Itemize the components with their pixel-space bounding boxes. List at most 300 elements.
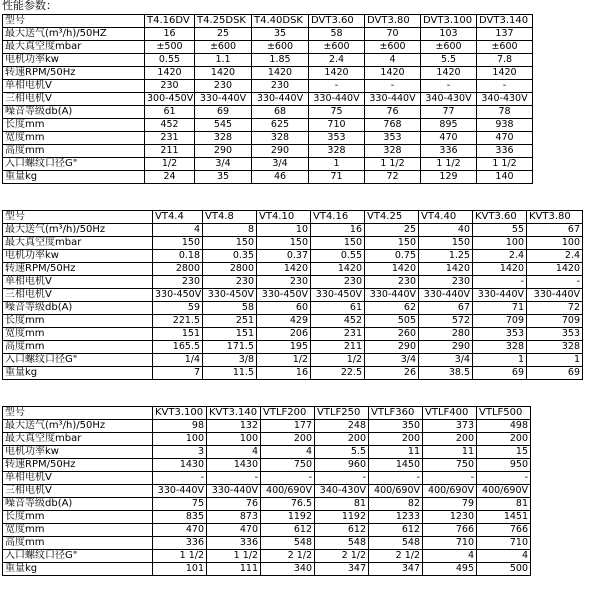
model-name-cell: T4.16DV xyxy=(145,15,195,28)
value-cell: 67 xyxy=(419,302,473,315)
row-label: 长度mm xyxy=(3,119,145,132)
value-cell: 103 xyxy=(421,28,477,41)
value-cell: 3/4 xyxy=(365,354,419,367)
value-cell: 200 xyxy=(369,433,423,446)
value-cell: 72 xyxy=(527,302,583,315)
value-cell: 1420 xyxy=(365,263,419,276)
table-row xyxy=(3,367,583,380)
row-label: 最大真空度mbar xyxy=(3,433,153,446)
value-cell: 340-430V xyxy=(315,485,369,498)
table-row xyxy=(3,341,583,354)
table-row xyxy=(3,132,533,145)
value-cell: 5.5 xyxy=(421,54,477,67)
value-cell: 211 xyxy=(145,145,195,158)
row-label: 入口螺纹口径G" xyxy=(3,158,145,171)
value-cell: 895 xyxy=(421,119,477,132)
value-cell: 340 xyxy=(261,563,315,576)
row-label: 宽度mm xyxy=(3,328,153,341)
value-cell: 3/4 xyxy=(195,158,252,171)
value-cell: 336 xyxy=(207,537,261,550)
value-cell: 11.5 xyxy=(203,367,257,380)
value-cell: 8 xyxy=(203,224,257,237)
model-name-cell: VTLF250 xyxy=(315,407,369,420)
value-cell: 200 xyxy=(423,433,477,446)
value-cell: 0.55 xyxy=(311,250,365,263)
value-cell: 470 xyxy=(207,524,261,537)
value-cell: 1420 xyxy=(252,67,309,80)
value-cell: 548 xyxy=(369,537,423,550)
value-cell: 25 xyxy=(365,224,419,237)
value-cell: 330-450V xyxy=(311,289,365,302)
value-cell: - xyxy=(153,472,207,485)
value-cell: 612 xyxy=(261,524,315,537)
value-cell: 7.8 xyxy=(477,54,533,67)
value-cell: 1420 xyxy=(527,263,583,276)
value-cell: 22.5 xyxy=(311,367,365,380)
value-cell: 100 xyxy=(473,237,527,250)
value-cell: 72 xyxy=(365,171,421,184)
value-cell: 200 xyxy=(315,433,369,446)
row-label: 转速RPM/50Hz xyxy=(3,67,145,80)
value-cell: 3/4 xyxy=(419,354,473,367)
value-cell: 5.5 xyxy=(315,446,369,459)
value-cell: 1420 xyxy=(309,67,365,80)
value-cell: 221.5 xyxy=(153,315,203,328)
value-cell: 340-430V xyxy=(477,93,533,106)
value-cell: 330-440V xyxy=(473,289,527,302)
value-cell: 290 xyxy=(195,145,252,158)
row-label: 长度mm xyxy=(3,315,153,328)
row-label: 高度mm xyxy=(3,341,153,354)
value-cell: 231 xyxy=(145,132,195,145)
value-cell: 101 xyxy=(153,563,207,576)
table-row xyxy=(3,354,583,367)
model-name-cell: KVT3.80 xyxy=(527,211,583,224)
value-cell: 330-440V xyxy=(527,289,583,302)
value-cell: 545 xyxy=(195,119,252,132)
model-name-cell: DVT3.80 xyxy=(365,15,421,28)
model-name-cell: VT4.10 xyxy=(257,211,311,224)
model-name-cell: VT4.40 xyxy=(419,211,473,224)
value-cell: 612 xyxy=(315,524,369,537)
value-cell: 132 xyxy=(207,420,261,433)
value-cell: 75 xyxy=(153,498,207,511)
row-label: 最大真空度mbar xyxy=(3,41,145,54)
value-cell: 347 xyxy=(369,563,423,576)
value-cell: 67 xyxy=(527,224,583,237)
value-cell: 1/2 xyxy=(145,158,195,171)
value-cell: 330-450V xyxy=(257,289,311,302)
value-cell: 290 xyxy=(419,341,473,354)
value-cell: 150 xyxy=(153,237,203,250)
value-cell: 1420 xyxy=(311,263,365,276)
value-cell: 328 xyxy=(527,341,583,354)
value-cell: 328 xyxy=(252,132,309,145)
value-cell: 1420 xyxy=(365,67,421,80)
value-cell: 7 xyxy=(153,367,203,380)
value-cell: 1420 xyxy=(419,263,473,276)
value-cell: 15 xyxy=(477,446,531,459)
table-row xyxy=(3,524,531,537)
row-label: 宽度mm xyxy=(3,524,153,537)
value-cell: ±600 xyxy=(195,41,252,54)
value-cell: 452 xyxy=(311,315,365,328)
value-cell: 16 xyxy=(145,28,195,41)
model-name-cell: DVT3.100 xyxy=(421,15,477,28)
value-cell: 0.75 xyxy=(365,250,419,263)
value-cell: 373 xyxy=(423,420,477,433)
value-cell: - xyxy=(527,276,583,289)
value-cell: 2800 xyxy=(203,263,257,276)
spec-table-3 xyxy=(2,406,531,576)
value-cell: 280 xyxy=(419,328,473,341)
value-cell: 709 xyxy=(527,315,583,328)
model-name-cell: VTLF400 xyxy=(423,407,477,420)
value-cell: 70 xyxy=(365,28,421,41)
value-cell: 71 xyxy=(309,171,365,184)
value-cell: 330-440V xyxy=(207,485,261,498)
value-cell: 750 xyxy=(261,459,315,472)
row-label: 电机功率kw xyxy=(3,446,153,459)
value-cell: 2 1/2 xyxy=(261,550,315,563)
value-cell: ±500 xyxy=(145,41,195,54)
value-cell: 230 xyxy=(153,276,203,289)
row-label: 型号 xyxy=(3,15,145,28)
row-label: 电机功率kw xyxy=(3,54,145,67)
value-cell: 400/690V xyxy=(423,485,477,498)
table-row xyxy=(3,171,533,184)
value-cell: 340-430V xyxy=(421,93,477,106)
value-cell: 100 xyxy=(207,433,261,446)
value-cell: 328 xyxy=(365,145,421,158)
row-label: 型号 xyxy=(3,211,153,224)
table-row xyxy=(3,563,531,576)
model-name-cell: KVT3.100 xyxy=(153,407,207,420)
value-cell: 330-440V xyxy=(252,93,309,106)
value-cell: 1 1/2 xyxy=(153,550,207,563)
value-cell: 1420 xyxy=(473,263,527,276)
value-cell: 1420 xyxy=(257,263,311,276)
table-row xyxy=(3,550,531,563)
value-cell: 2800 xyxy=(153,263,203,276)
value-cell: 55 xyxy=(473,224,527,237)
value-cell: - xyxy=(421,80,477,93)
value-cell: 79 xyxy=(423,498,477,511)
model-name-cell: T4.25DSK xyxy=(195,15,252,28)
value-cell: 330-440V xyxy=(365,289,419,302)
table-row xyxy=(3,472,531,485)
model-name-cell: VTLF200 xyxy=(261,407,315,420)
value-cell: 1 1/2 xyxy=(365,158,421,171)
value-cell: 76.5 xyxy=(261,498,315,511)
value-cell: 353 xyxy=(365,132,421,145)
value-cell: 1.85 xyxy=(252,54,309,67)
value-cell: - xyxy=(309,80,365,93)
row-label: 重量kg xyxy=(3,367,153,380)
row-label: 噪音等级db(A) xyxy=(3,498,153,511)
table-row xyxy=(3,459,531,472)
value-cell: 4 xyxy=(261,446,315,459)
value-cell: 347 xyxy=(315,563,369,576)
value-cell: 1430 xyxy=(207,459,261,472)
value-cell: 0.37 xyxy=(257,250,311,263)
model-name-cell: DVT3.140 xyxy=(477,15,533,28)
value-cell: 177 xyxy=(261,420,315,433)
row-label: 电机功率kw xyxy=(3,250,153,263)
value-cell: 68 xyxy=(252,106,309,119)
value-cell: - xyxy=(477,472,531,485)
value-cell: 230 xyxy=(145,80,195,93)
value-cell: - xyxy=(477,80,533,93)
table-row xyxy=(3,315,583,328)
value-cell: 61 xyxy=(145,106,195,119)
value-cell: 1430 xyxy=(153,459,207,472)
value-cell: 171.5 xyxy=(203,341,257,354)
value-cell: 81 xyxy=(315,498,369,511)
value-cell: 353 xyxy=(309,132,365,145)
table-row xyxy=(3,106,533,119)
value-cell: 470 xyxy=(153,524,207,537)
value-cell: 0.35 xyxy=(203,250,257,263)
value-cell: 111 xyxy=(207,563,261,576)
row-label: 噪音等级db(A) xyxy=(3,302,153,315)
value-cell: 100 xyxy=(527,237,583,250)
value-cell: 150 xyxy=(365,237,419,250)
value-cell: 873 xyxy=(207,511,261,524)
value-cell: 16 xyxy=(311,224,365,237)
value-cell: 950 xyxy=(477,459,531,472)
row-label: 三相电机V xyxy=(3,485,153,498)
value-cell: 1451 xyxy=(477,511,531,524)
value-cell: 1 xyxy=(527,354,583,367)
value-cell: 35 xyxy=(252,28,309,41)
value-cell: 10 xyxy=(257,224,311,237)
row-label: 噪音等级db(A) xyxy=(3,106,145,119)
value-cell: 38.5 xyxy=(419,367,473,380)
value-cell: 400/690V xyxy=(477,485,531,498)
value-cell: 328 xyxy=(195,132,252,145)
value-cell: 960 xyxy=(315,459,369,472)
value-cell: 4 xyxy=(423,550,477,563)
value-cell: 129 xyxy=(421,171,477,184)
row-label: 宽度mm xyxy=(3,132,145,145)
value-cell: 766 xyxy=(423,524,477,537)
value-cell: 165.5 xyxy=(153,341,203,354)
table-row xyxy=(3,302,583,315)
value-cell: 40 xyxy=(419,224,473,237)
value-cell: 400/690V xyxy=(369,485,423,498)
value-cell: 505 xyxy=(365,315,419,328)
value-cell: 69 xyxy=(473,367,527,380)
value-cell: 140 xyxy=(477,171,533,184)
table-row xyxy=(3,263,583,276)
table-row xyxy=(3,93,533,106)
section-heading: 性能参数： xyxy=(2,0,57,12)
value-cell: 710 xyxy=(423,537,477,550)
value-cell: 230 xyxy=(203,276,257,289)
value-cell: 470 xyxy=(477,132,533,145)
row-label: 转速RPM/50Hz xyxy=(3,459,153,472)
value-cell: 150 xyxy=(419,237,473,250)
value-cell: 4 xyxy=(207,446,261,459)
table-row xyxy=(3,224,583,237)
model-name-cell: VT4.4 xyxy=(153,211,203,224)
value-cell: 77 xyxy=(421,106,477,119)
value-cell: 69 xyxy=(527,367,583,380)
value-cell: 1.1 xyxy=(195,54,252,67)
value-cell: 1/4 xyxy=(153,354,203,367)
row-label: 重量kg xyxy=(3,563,153,576)
value-cell: 500 xyxy=(477,563,531,576)
table-row xyxy=(3,28,533,41)
table-row xyxy=(3,41,533,54)
value-cell: 76 xyxy=(207,498,261,511)
value-cell: 710 xyxy=(309,119,365,132)
value-cell: 330-440V xyxy=(309,93,365,106)
value-cell: 200 xyxy=(261,433,315,446)
value-cell: 137 xyxy=(477,28,533,41)
value-cell: 58 xyxy=(309,28,365,41)
value-cell: 78 xyxy=(477,106,533,119)
table-row xyxy=(3,446,531,459)
value-cell: 211 xyxy=(311,341,365,354)
value-cell: 330-450V xyxy=(203,289,257,302)
value-cell: 4 xyxy=(365,54,421,67)
header-row xyxy=(3,15,533,28)
value-cell: 150 xyxy=(203,237,257,250)
table-row xyxy=(3,119,533,132)
model-name-cell: DVT3.60 xyxy=(309,15,365,28)
table-row xyxy=(3,237,583,250)
model-name-cell: KVT3.140 xyxy=(207,407,261,420)
table-row xyxy=(3,328,583,341)
header-row xyxy=(3,407,531,420)
spec-table-2 xyxy=(2,210,583,380)
row-label: 高度mm xyxy=(3,145,145,158)
value-cell: 1 1/2 xyxy=(477,158,533,171)
value-cell: 46 xyxy=(252,171,309,184)
value-cell: 835 xyxy=(153,511,207,524)
value-cell: 3/4 xyxy=(252,158,309,171)
model-name-cell: VTLF500 xyxy=(477,407,531,420)
value-cell: 151 xyxy=(203,328,257,341)
value-cell: 61 xyxy=(311,302,365,315)
value-cell: 548 xyxy=(261,537,315,550)
value-cell: 2 1/2 xyxy=(369,550,423,563)
table-row xyxy=(3,511,531,524)
value-cell: 2 1/2 xyxy=(315,550,369,563)
value-cell: 0.55 xyxy=(145,54,195,67)
value-cell: 81 xyxy=(477,498,531,511)
table-row xyxy=(3,433,531,446)
table-row xyxy=(3,145,533,158)
table-row xyxy=(3,420,531,433)
value-cell: 69 xyxy=(195,106,252,119)
value-cell: 572 xyxy=(419,315,473,328)
table-row xyxy=(3,158,533,171)
value-cell: 429 xyxy=(257,315,311,328)
row-label: 重量kg xyxy=(3,171,145,184)
row-label: 高度mm xyxy=(3,537,153,550)
value-cell: 230 xyxy=(365,276,419,289)
value-cell: 11 xyxy=(369,446,423,459)
value-cell: 1 1/2 xyxy=(421,158,477,171)
model-name-cell: T4.40DSK xyxy=(252,15,309,28)
value-cell: ±600 xyxy=(365,41,421,54)
value-cell: 4 xyxy=(477,550,531,563)
value-cell: 98 xyxy=(153,420,207,433)
value-cell: 2.4 xyxy=(309,54,365,67)
row-label: 单相电机V xyxy=(3,276,153,289)
table-row xyxy=(3,80,533,93)
value-cell: - xyxy=(315,472,369,485)
value-cell: 58 xyxy=(203,302,257,315)
value-cell: 251 xyxy=(203,315,257,328)
value-cell: 60 xyxy=(257,302,311,315)
value-cell: 59 xyxy=(153,302,203,315)
model-name-cell: VTLF360 xyxy=(369,407,423,420)
value-cell: 1 xyxy=(473,354,527,367)
value-cell: 709 xyxy=(473,315,527,328)
value-cell: 35 xyxy=(195,171,252,184)
value-cell: - xyxy=(261,472,315,485)
value-cell: ±600 xyxy=(309,41,365,54)
row-label: 型号 xyxy=(3,407,153,420)
value-cell: 230 xyxy=(419,276,473,289)
row-label: 转速RPM/50Hz xyxy=(3,263,153,276)
value-cell: 350 xyxy=(369,420,423,433)
value-cell: 2.4 xyxy=(473,250,527,263)
row-label: 单相电机V xyxy=(3,80,145,93)
value-cell: 330-440V xyxy=(195,93,252,106)
value-cell: 62 xyxy=(365,302,419,315)
value-cell: 16 xyxy=(257,367,311,380)
value-cell: 82 xyxy=(369,498,423,511)
value-cell: 612 xyxy=(369,524,423,537)
value-cell: 1 xyxy=(309,158,365,171)
row-label: 最大送气(m³/h)/50Hz xyxy=(3,224,153,237)
value-cell: 11 xyxy=(423,446,477,459)
model-name-cell: VT4.8 xyxy=(203,211,257,224)
value-cell: 766 xyxy=(477,524,531,537)
value-cell: - xyxy=(207,472,261,485)
value-cell: 452 xyxy=(145,119,195,132)
value-cell: 290 xyxy=(252,145,309,158)
row-label: 入口螺纹口径G" xyxy=(3,354,153,367)
value-cell: 100 xyxy=(153,433,207,446)
value-cell: 230 xyxy=(195,80,252,93)
value-cell: - xyxy=(369,472,423,485)
value-cell: 2.4 xyxy=(527,250,583,263)
value-cell: 195 xyxy=(257,341,311,354)
value-cell: 1233 xyxy=(369,511,423,524)
value-cell: 353 xyxy=(473,328,527,341)
row-label: 最大送气(m³/h)/50Hz xyxy=(3,420,153,433)
value-cell: 328 xyxy=(309,145,365,158)
value-cell: 290 xyxy=(365,341,419,354)
value-cell: 353 xyxy=(527,328,583,341)
row-label: 长度mm xyxy=(3,511,153,524)
value-cell: 330-440V xyxy=(419,289,473,302)
table-row xyxy=(3,250,583,263)
value-cell: 710 xyxy=(477,537,531,550)
model-name-cell: VT4.25 xyxy=(365,211,419,224)
value-cell: 1/2 xyxy=(257,354,311,367)
value-cell: 768 xyxy=(365,119,421,132)
value-cell: 750 xyxy=(423,459,477,472)
value-cell: 1230 xyxy=(423,511,477,524)
value-cell: 151 xyxy=(153,328,203,341)
